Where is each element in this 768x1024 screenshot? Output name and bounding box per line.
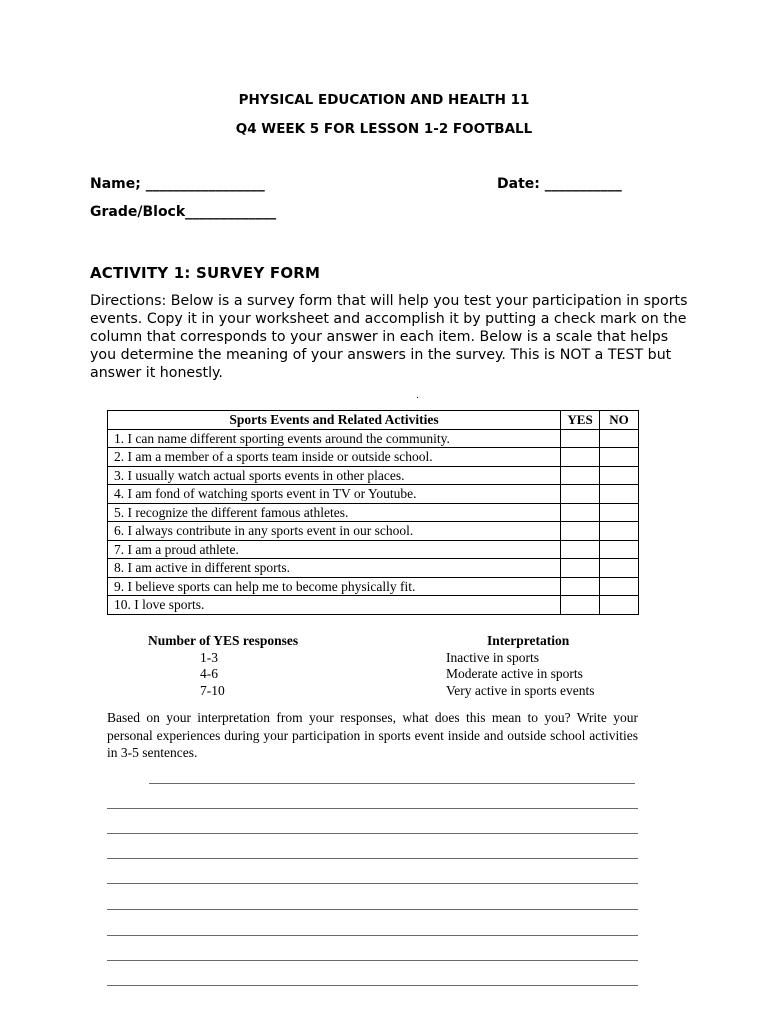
table-row bbox=[108, 429, 639, 448]
stray-dot: . bbox=[416, 390, 420, 401]
yes-check-cell[interactable] bbox=[561, 522, 600, 541]
table-row bbox=[108, 577, 639, 596]
no-check-cell[interactable] bbox=[600, 577, 639, 596]
survey-header-activities: Sports Events and Related Activities bbox=[108, 411, 561, 430]
answer-line[interactable] bbox=[107, 808, 638, 809]
survey-table bbox=[107, 410, 639, 615]
answer-line[interactable] bbox=[107, 883, 638, 884]
table-row bbox=[108, 522, 639, 541]
yes-check-cell[interactable] bbox=[561, 596, 600, 615]
survey-item: 2. I am a member of a sports team inside or outside school. bbox=[108, 448, 561, 467]
reflection-question: Based on your interpretation from your responses, what does this mean to you? Write your personal experiences during your participation in sports event inside and outside school activities in 3-5 sentences. bbox=[107, 710, 638, 760]
scale-range: 4-6 bbox=[200, 666, 218, 681]
no-check-cell[interactable] bbox=[600, 596, 639, 615]
answer-line[interactable] bbox=[107, 909, 638, 910]
answer-line[interactable] bbox=[107, 985, 638, 986]
survey-item: 5. I recognize the different famous athletes. bbox=[108, 503, 561, 522]
directions-paragraph: Directions: Below is a survey form that will help you test your participation in sports events. Copy it in your worksheet and accomplish it by putting a check mark on the column that corresponds to your answer in each item. Below is a scale that helps you determine the meaning of your answers in the survey. This is NOT a TEST but answer it honestly. bbox=[90, 293, 688, 381]
yes-check-cell[interactable] bbox=[561, 448, 600, 467]
page-subtitle: Q4 WEEK 5 FOR LESSON 1-2 FOOTBALL bbox=[235, 121, 533, 137]
date-field[interactable]: Date: ___________ bbox=[497, 176, 622, 192]
table-row bbox=[108, 559, 639, 578]
no-check-cell[interactable] bbox=[600, 448, 639, 467]
scale-header-interpretation: Interpretation bbox=[487, 633, 570, 648]
survey-item: 1. I can name different sporting events around the community. bbox=[108, 429, 561, 448]
yes-check-cell[interactable] bbox=[561, 503, 600, 522]
survey-item: 8. I am active in different sports. bbox=[108, 559, 561, 578]
answer-line[interactable] bbox=[107, 960, 638, 961]
table-row bbox=[108, 503, 639, 522]
survey-header-row bbox=[108, 411, 639, 430]
grade-block-field[interactable]: Grade/Block_____________ bbox=[90, 204, 277, 220]
yes-check-cell[interactable] bbox=[561, 429, 600, 448]
table-row bbox=[108, 485, 639, 504]
answer-line[interactable] bbox=[107, 833, 638, 834]
survey-header-no: NO bbox=[600, 411, 639, 430]
scale-interpretation: Very active in sports events bbox=[446, 683, 595, 698]
survey-item: 4. I am fond of watching sports event in TV or Youtube. bbox=[108, 485, 561, 504]
yes-check-cell[interactable] bbox=[561, 540, 600, 559]
survey-item: 3. I usually watch actual sports events in other places. bbox=[108, 466, 561, 485]
survey-item: 7. I am a proud athlete. bbox=[108, 540, 561, 559]
table-row bbox=[108, 448, 639, 467]
scale-range: 1-3 bbox=[200, 650, 218, 665]
answer-line[interactable] bbox=[107, 935, 638, 936]
yes-check-cell[interactable] bbox=[561, 577, 600, 596]
no-check-cell[interactable] bbox=[600, 503, 639, 522]
survey-header-yes: YES bbox=[561, 411, 600, 430]
name-field[interactable]: Name; _________________ bbox=[90, 176, 265, 192]
scale-interpretation: Inactive in sports bbox=[446, 650, 539, 665]
survey-item: 6. I always contribute in any sports event in our school. bbox=[108, 522, 561, 541]
answer-line[interactable] bbox=[149, 783, 635, 784]
answer-line[interactable] bbox=[107, 858, 638, 859]
scale-header-count: Number of YES responses bbox=[148, 633, 299, 648]
scale-range: 7-10 bbox=[200, 683, 225, 698]
scale-interpretation: Moderate active in sports bbox=[446, 666, 583, 681]
no-check-cell[interactable] bbox=[600, 559, 639, 578]
no-check-cell[interactable] bbox=[600, 522, 639, 541]
survey-item: 9. I believe sports can help me to become physically fit. bbox=[108, 577, 561, 596]
survey-item: 10. I love sports. bbox=[108, 596, 561, 615]
activity-title: ACTIVITY 1: SURVEY FORM bbox=[90, 264, 321, 282]
yes-check-cell[interactable] bbox=[561, 485, 600, 504]
no-check-cell[interactable] bbox=[600, 540, 639, 559]
no-check-cell[interactable] bbox=[600, 485, 639, 504]
no-check-cell[interactable] bbox=[600, 429, 639, 448]
table-row bbox=[108, 540, 639, 559]
page-title: PHYSICAL EDUCATION AND HEALTH 11 bbox=[238, 92, 530, 108]
table-row bbox=[108, 466, 639, 485]
table-row bbox=[108, 596, 639, 615]
yes-check-cell[interactable] bbox=[561, 559, 600, 578]
no-check-cell[interactable] bbox=[600, 466, 639, 485]
yes-check-cell[interactable] bbox=[561, 466, 600, 485]
